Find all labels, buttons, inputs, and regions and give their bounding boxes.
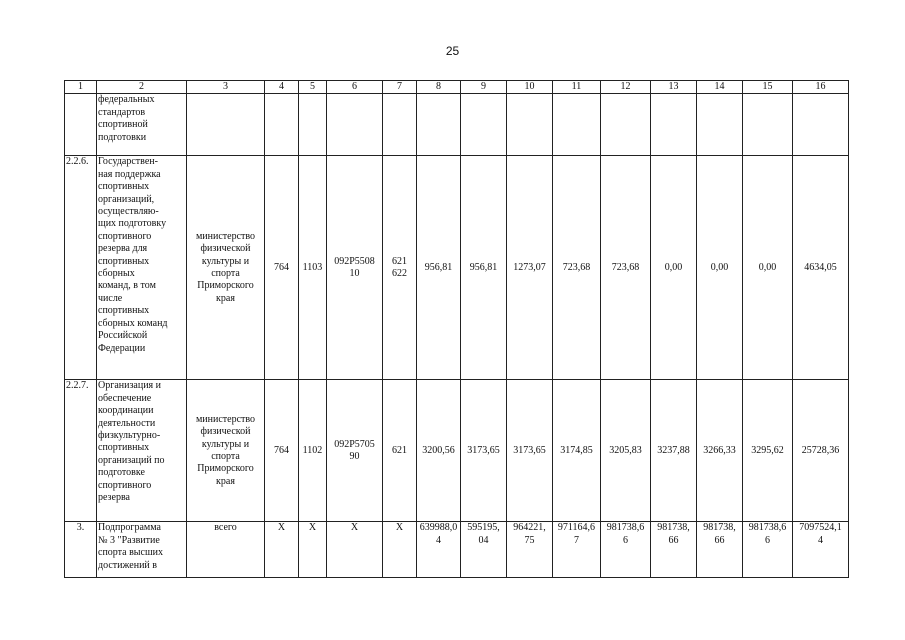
- value-cell: 981738, 66: [697, 522, 743, 578]
- name-cell: Государствен- ная поддержка спортивных организаций, осуществляю- щих подготовку спортивного резерва для спортивных сборных команд, в том числе спортивных сборных команд Российской Федерации: [97, 156, 187, 380]
- value-cell: 964221, 75: [507, 522, 553, 578]
- value-cell: 3173,65: [461, 380, 507, 522]
- table-row: [65, 156, 849, 380]
- value-cell: 0,00: [697, 156, 743, 380]
- value-cell: 956,81: [461, 156, 507, 380]
- value-cell: 981738,6 6: [601, 522, 651, 578]
- value-cell: 621 622: [383, 156, 417, 380]
- header-cell: 15: [743, 81, 793, 94]
- value-cell: X: [265, 522, 299, 578]
- executor-cell: всего: [187, 522, 265, 578]
- value-cell: X: [383, 522, 417, 578]
- value-cell: 0,00: [743, 156, 793, 380]
- table-row: [65, 522, 849, 578]
- name-cell: Организация и обеспечение координации деятельности физкультурно- спортивных организаций по подготовке спортивного резерва: [97, 380, 187, 522]
- table-row: [65, 380, 849, 522]
- value-cell: 3200,56: [417, 380, 461, 522]
- header-cell: 6: [327, 81, 383, 94]
- header-cell: 3: [187, 81, 265, 94]
- value-cell: 4634,05: [793, 156, 849, 380]
- value-cell: 956,81: [417, 156, 461, 380]
- value-cell: 1273,07: [507, 156, 553, 380]
- value-cell: 3266,33: [697, 380, 743, 522]
- header-cell: 8: [417, 81, 461, 94]
- header-cell: 10: [507, 81, 553, 94]
- name-cell: Подпрограмма № 3 "Развитие спорта высших достижений в: [97, 522, 187, 578]
- header-cell: 12: [601, 81, 651, 94]
- value-cell: 1102: [299, 380, 327, 522]
- header-cell: 16: [793, 81, 849, 94]
- code-cell: [65, 94, 97, 156]
- value-cell: 1103: [299, 156, 327, 380]
- value-cell: 3295,62: [743, 380, 793, 522]
- executor-cell: министерство физической культуры и спорта Приморского края: [187, 380, 265, 522]
- value-cell: X: [327, 522, 383, 578]
- value-cell: 3237,88: [651, 380, 697, 522]
- header-cell: 13: [651, 81, 697, 94]
- header-cell: 1: [65, 81, 97, 94]
- value-cell: 723,68: [601, 156, 651, 380]
- value-cell: 621: [383, 380, 417, 522]
- value-cell: 639988,0 4: [417, 522, 461, 578]
- value-cell: 7097524,1 4: [793, 522, 849, 578]
- header-row: [65, 81, 849, 94]
- table-row: [65, 94, 849, 156]
- header-cell: 11: [553, 81, 601, 94]
- value-cell: 971164,6 7: [553, 522, 601, 578]
- value-cell: 981738, 66: [651, 522, 697, 578]
- budget-table: [64, 80, 849, 578]
- code-cell: 2.2.7.: [65, 380, 97, 522]
- executor-cell: министерство физической культуры и спорта Приморского края: [187, 156, 265, 380]
- name-cell: федеральных стандартов спортивной подготовки: [97, 94, 187, 156]
- header-cell: 4: [265, 81, 299, 94]
- header-cell: 9: [461, 81, 507, 94]
- value-cell: 764: [265, 156, 299, 380]
- page-number: 25: [445, 44, 460, 58]
- code-cell: 3.: [65, 522, 97, 578]
- value-cell: 3205,83: [601, 380, 651, 522]
- value-cell: 0,00: [651, 156, 697, 380]
- header-cell: 5: [299, 81, 327, 94]
- header-cell: 2: [97, 81, 187, 94]
- value-cell: 723,68: [553, 156, 601, 380]
- value-cell: 764: [265, 380, 299, 522]
- value-cell: X: [299, 522, 327, 578]
- value-cell: 3174,85: [553, 380, 601, 522]
- executor-cell: [187, 94, 265, 156]
- value-cell: 3173,65: [507, 380, 553, 522]
- value-cell: 981738,6 6: [743, 522, 793, 578]
- value-cell: 092P5508 10: [327, 156, 383, 380]
- code-cell: 2.2.6.: [65, 156, 97, 380]
- value-cell: 25728,36: [793, 380, 849, 522]
- header-cell: 14: [697, 81, 743, 94]
- value-cell: 595195, 04: [461, 522, 507, 578]
- header-cell: 7: [383, 81, 417, 94]
- value-cell: 092P5705 90: [327, 380, 383, 522]
